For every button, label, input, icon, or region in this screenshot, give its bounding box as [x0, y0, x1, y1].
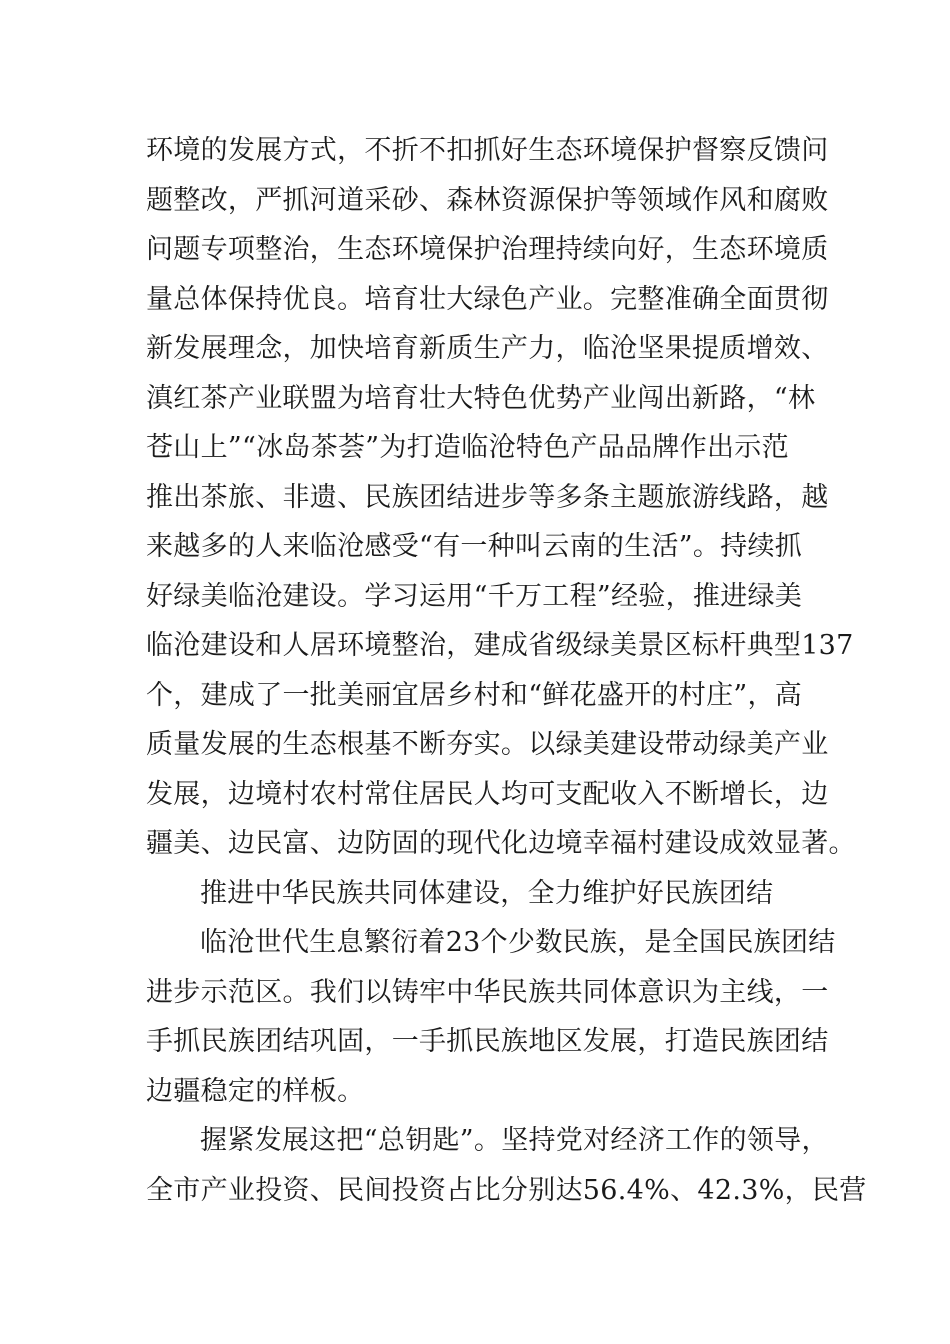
- text-line: 握紧发展这把“总钥匙”。坚持党对经济工作的领导，: [200, 1125, 829, 1156]
- text-line: 临沧世代生息繁衍着23个少数民族，是全国民族团结: [200, 927, 836, 958]
- text-line: 滇红茶产业联盟为培育壮大特色优势产业闯出新路，“林: [146, 382, 816, 414]
- text-line: 好绿美临沧建设。学习运用“千万工程”经验，推进绿美: [146, 580, 803, 612]
- text-line: 个，建成了一批美丽宜居乡村和“鲜花盛开的村庄”，高: [146, 679, 803, 711]
- text-line: 手抓民族团结巩固，一手抓民族地区发展，打造民族团结: [146, 1026, 829, 1057]
- text-line: 推出茶旅、非遗、民族团结进步等多条主题旅游线路，越: [146, 481, 829, 513]
- text-line: 新发展理念，加快培育新质生产力，临沧坚果提质增效、: [146, 333, 829, 364]
- text-line: 量总体保持优良。培育壮大绿色产业。完整准确全面贯彻: [146, 283, 829, 315]
- text-line: 来越多的人来临沧感受“有一种叫云南的生活”。持续抓: [146, 531, 803, 562]
- text-line: 临沧建设和人居环境整治，建成省级绿美景区标杆典型137: [146, 630, 854, 661]
- text-line: 疆美、边民富、边防固的现代化边境幸福村建设成效显著。: [146, 828, 856, 859]
- text-line: 质量发展的生态根基不断夯实。以绿美建设带动绿美产业: [146, 729, 829, 760]
- text-line: 全市产业投资、民间投资占比分别达56.4%、42.3%，民营: [146, 1174, 867, 1206]
- text-line: 问题专项整治，生态环境保护治理持续向好，生态环境质: [146, 234, 829, 265]
- text-line: 发展，边境村农村常住居民人均可支配收入不断增长，边: [146, 778, 829, 810]
- text-line: 推进中华民族共同体建设，全力维护好民族团结: [200, 877, 774, 909]
- body-text: [146, 126, 867, 1215]
- text-line: 进步示范区。我们以铸牢中华民族共同体意识为主线，一: [146, 976, 829, 1008]
- text-line: 边疆稳定的样板。: [146, 1075, 365, 1107]
- text-line: 题整改，严抓河道采砂、森林资源保护等领域作风和腐败: [146, 184, 829, 216]
- text-line: 环境的发展方式，不折不扣抓好生态环境保护督察反馈问: [146, 135, 829, 166]
- text-line: 苍山上”“冰岛茶荟”为打造临沧特色产品品牌作出示范: [146, 432, 789, 463]
